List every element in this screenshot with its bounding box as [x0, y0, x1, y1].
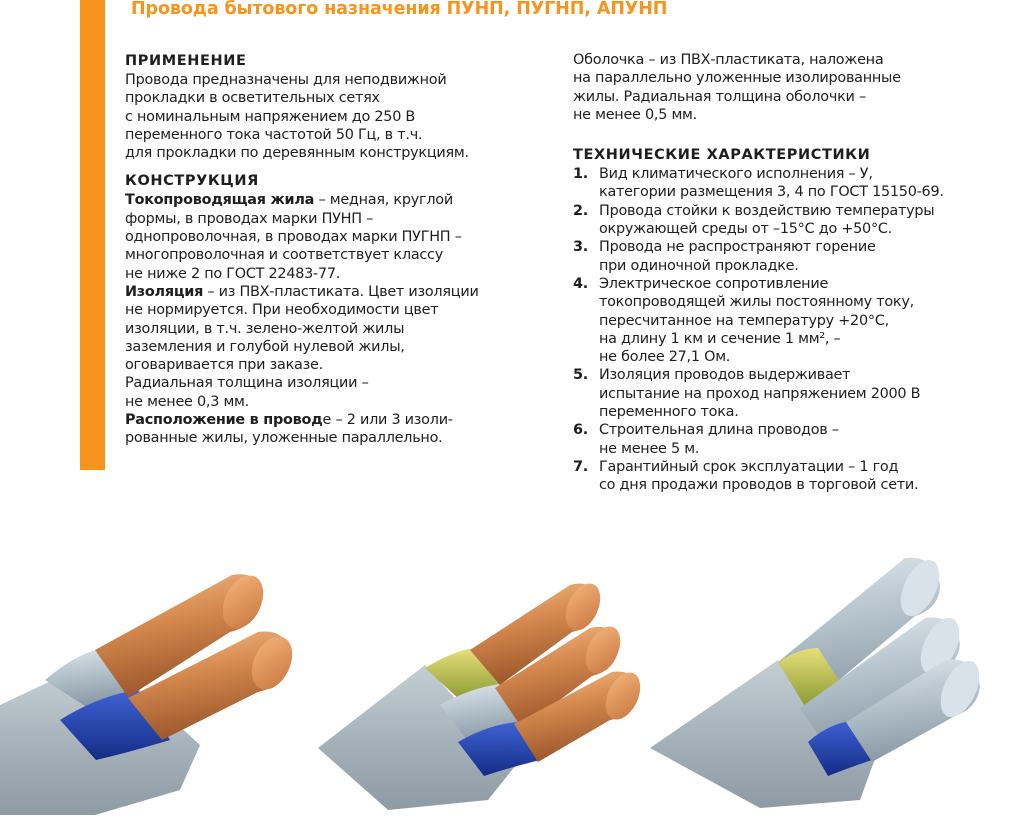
text-line [125, 283, 550, 301]
tech-item [573, 366, 1013, 421]
text-line: многопроволочная и соответствует классу [125, 247, 443, 264]
application-heading: ПРИМЕНЕНИЕ [125, 53, 247, 69]
text-line: не менее 5 м. [599, 440, 700, 457]
cable-three-core [318, 578, 647, 810]
text-line: Радиальная толщина изоляции – [125, 375, 369, 392]
arrangement-first: е – 2 или 3 изоли- [322, 412, 453, 429]
text-line: Строительная длина проводов – [599, 422, 839, 439]
text-line: заземления и голубой нулевой жилы, [125, 338, 405, 355]
text-line: не нормируется. При необходимости цвет [125, 302, 439, 319]
text-line: рованные жилы, уложенные параллельно. [125, 430, 443, 447]
insulation-term: Изоляция [125, 283, 204, 300]
cable-illustration [0, 515, 1024, 821]
tech-list [573, 165, 1013, 494]
text-line: Изоляция проводов выдерживает [599, 367, 851, 384]
text-line: Оболочка – из ПВХ-пластиката, наложена [573, 52, 884, 68]
tech-item [573, 275, 1013, 366]
text-line: на параллельно уложенные изолированные [573, 70, 901, 87]
text-line: при одиночной прокладке. [599, 257, 799, 274]
item-number: 3. [573, 239, 588, 256]
text-line: не более 27,1 Ом. [599, 349, 731, 366]
text-line: переменного тока. [599, 404, 739, 421]
text-line: не менее 0,3 мм. [125, 393, 249, 410]
text-line: Вид климатического исполнения – У, [599, 166, 873, 183]
text-line: Провода предназначены для неподвижной [125, 72, 447, 88]
tech-item [573, 458, 1013, 495]
text-line [125, 411, 550, 429]
text-line: не менее 0,5 мм. [573, 106, 697, 123]
conductor-term: Токопроводящая жила [125, 192, 315, 209]
text-line: прокладки в осветительных сетях [125, 90, 380, 107]
item-number: 2. [573, 202, 588, 219]
item-number: 4. [573, 275, 588, 292]
item-number: 5. [573, 367, 588, 384]
insulation-paragraph [125, 283, 550, 411]
right-column [573, 51, 1013, 495]
insulation-first: – из ПВХ-пластиката. Цвет изоляции [203, 283, 479, 300]
text-line: переменного тока частотой 50 Гц, в т.ч. [125, 126, 423, 143]
text-line: со дня продажи проводов в торговой сети. [599, 477, 919, 494]
text-line: не ниже 2 по ГОСТ 22483-77. [125, 265, 341, 282]
item-number: 1. [573, 166, 588, 183]
application-text [125, 71, 550, 162]
text-line: Провода стойки к воздействию температуры [599, 202, 935, 219]
text-line: испытание на проход напряжением 2000 В [599, 385, 921, 402]
tech-item [573, 202, 1013, 239]
sheath-paragraph [573, 51, 1013, 124]
cable-three-core-insulated [650, 554, 987, 808]
conductor-first: – медная, круглой [314, 192, 453, 209]
accent-bar [80, 0, 105, 470]
tech-heading: ТЕХНИЧЕСКИЕ ХАРАКТЕРИСТИКИ [573, 147, 871, 164]
text-line: жилы. Радиальная толщина оболочки – [573, 88, 866, 105]
text-line: пересчитанное на температуру +20°С, [599, 312, 889, 329]
arrangement-paragraph [125, 411, 550, 448]
text-line: на длину 1 км и сечение 1 мм², – [599, 330, 841, 347]
item-number: 7. [573, 458, 588, 475]
text-line: оговаривается при заказе. [125, 357, 323, 374]
text-line: формы, в проводах марки ПУНП – [125, 210, 374, 227]
tech-item [573, 421, 1013, 458]
text-line [125, 191, 550, 209]
text-line: изоляции, в т.ч. зелено-желтой жилы [125, 320, 405, 337]
item-number: 6. [573, 422, 588, 439]
left-column [125, 51, 550, 448]
tech-item [573, 165, 1013, 202]
text-line: категории размещения 3, 4 по ГОСТ 15150-69. [599, 184, 944, 201]
text-line: Провода не распространяют горение [599, 239, 876, 256]
text-line: токопроводящей жилы постоянному току, [599, 294, 914, 311]
text-line: Гарантийный срок эксплуатации – 1 год [599, 458, 899, 475]
text-line: Электрическое сопротивление [599, 275, 829, 292]
text-line: с номинальным напряжением до 250 В [125, 108, 416, 125]
text-line: окружающей среды от –15°С до +50°С. [599, 221, 893, 238]
construction-heading: КОНСТРУКЦИЯ [125, 173, 259, 190]
conductor-paragraph [125, 191, 550, 282]
text-line: однопроволочная, в проводах марки ПУГНП – [125, 229, 462, 246]
cable-two-core [0, 569, 300, 815]
arrangement-term: Расположение в провод [125, 412, 323, 429]
text-line: для прокладки по деревянным конструкциям. [125, 145, 469, 162]
tech-item [573, 238, 1013, 275]
page-title: Провода бытового назначения ПУНП, ПУГНП, АПУНП [131, 0, 668, 19]
